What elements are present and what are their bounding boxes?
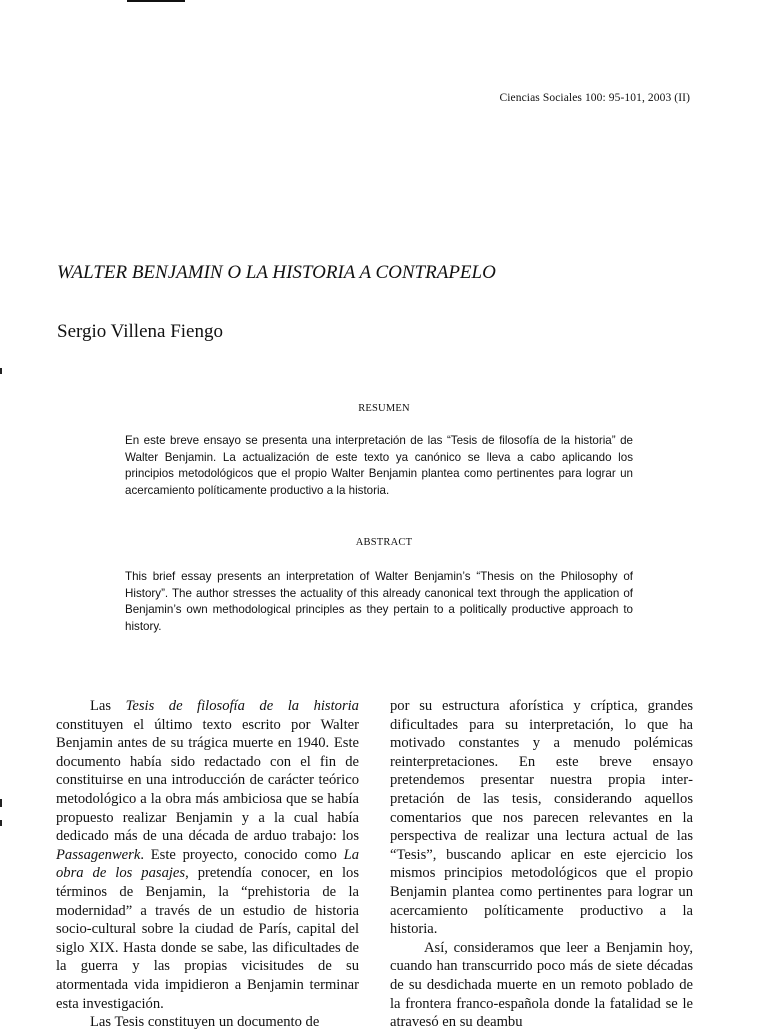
abstract-text: This brief essay presents an interpretation of Walter Benjamin’s “Thesis on the Philosophy of History”. The author stresses the actuality of this already canonical text through the application of Benjamin’s own methodological principles as they pertain to a politically productive approach to history. [125, 570, 633, 633]
top-rule [127, 0, 185, 2]
body-paragraph: Así, consideramos que leer a Benjamin hoy, cuando han transcurrido poco más de siete décadas de su desdichada muerte en un remoto poblado de la frontera franco-española donde la fatalidad se le atravesó en su deambu [390, 939, 693, 1031]
margin-mark [0, 368, 2, 374]
margin-mark [0, 820, 2, 826]
abstract-heading: ABSTRACT [355, 537, 413, 548]
body-column-right [390, 697, 693, 1032]
resumen-text: En este breve ensayo se presenta una interpretación de las “Tesis de filosofía de la historia” de Walter Benjamin. La actualización de este texto ya canónico se lleva a cabo aplicando los principios metodológicos que el propio Walter Benjamin plantea como pertinentes para lograr un acercamiento políticamente productivo a la historia. [125, 434, 633, 497]
margin-mark [0, 799, 2, 807]
body-paragraph: por su estructura aforística y críptica, grandes dificultades para su interpretación, lo que ha motivado constantes y a menudo polémicas reinterpretaciones. En este breve ensayo pretendemos presentar nuestra propia interpretación de las tesis, considerando aquellos comentarios que nos parecen relevantes en la perspectiva de realizar una lectura actual de las “Tesis”, buscando aplicar en este ejercicio los mismos principios metodológicos que el propio Benjamin plantea como pertinentes para lograr un acercamiento políticamente productivo a la historia. [390, 698, 693, 938]
body-paragraph: Las Tesis de filosofía de la historia constituyen el último texto escrito por Walter Benjamin antes de su trágica muerte en 1940. Este documento había sido redactado con el fin de constituirse en una introducción de carácter teórico metodológico a la obra más ambiciosa que se había propuesto realizar Benjamin y a la cual había dedicado más de una década de arduo trabajo: los Passagenwerk. Este proyecto, conocido como La obra de los pasajes, pretendía conocer, en los términos de Benjamin, la “prehistoria de la modernidad” a través de un estudio de historia socio-cultural sobre la ciudad de París, capital del siglo XIX. Hasta donde se sabe, las dificultades de la guerra y las propias vicisitudes de su atormentada vida impidieron a Benjamin terminar esta investigación. [56, 698, 359, 1012]
body-column-left [56, 697, 359, 1032]
body-paragraph: Las Tesis constituyen un documento de [90, 1014, 320, 1031]
article-title: WALTER BENJAMIN O LA HISTORIA A CONTRAPELO [57, 262, 496, 283]
journal-reference: Ciencias Sociales 100: 95-101, 2003 (II) [499, 92, 690, 104]
resumen-heading: RESUMEN [358, 403, 410, 414]
author-name: Sergio Villena Fiengo [57, 321, 223, 342]
